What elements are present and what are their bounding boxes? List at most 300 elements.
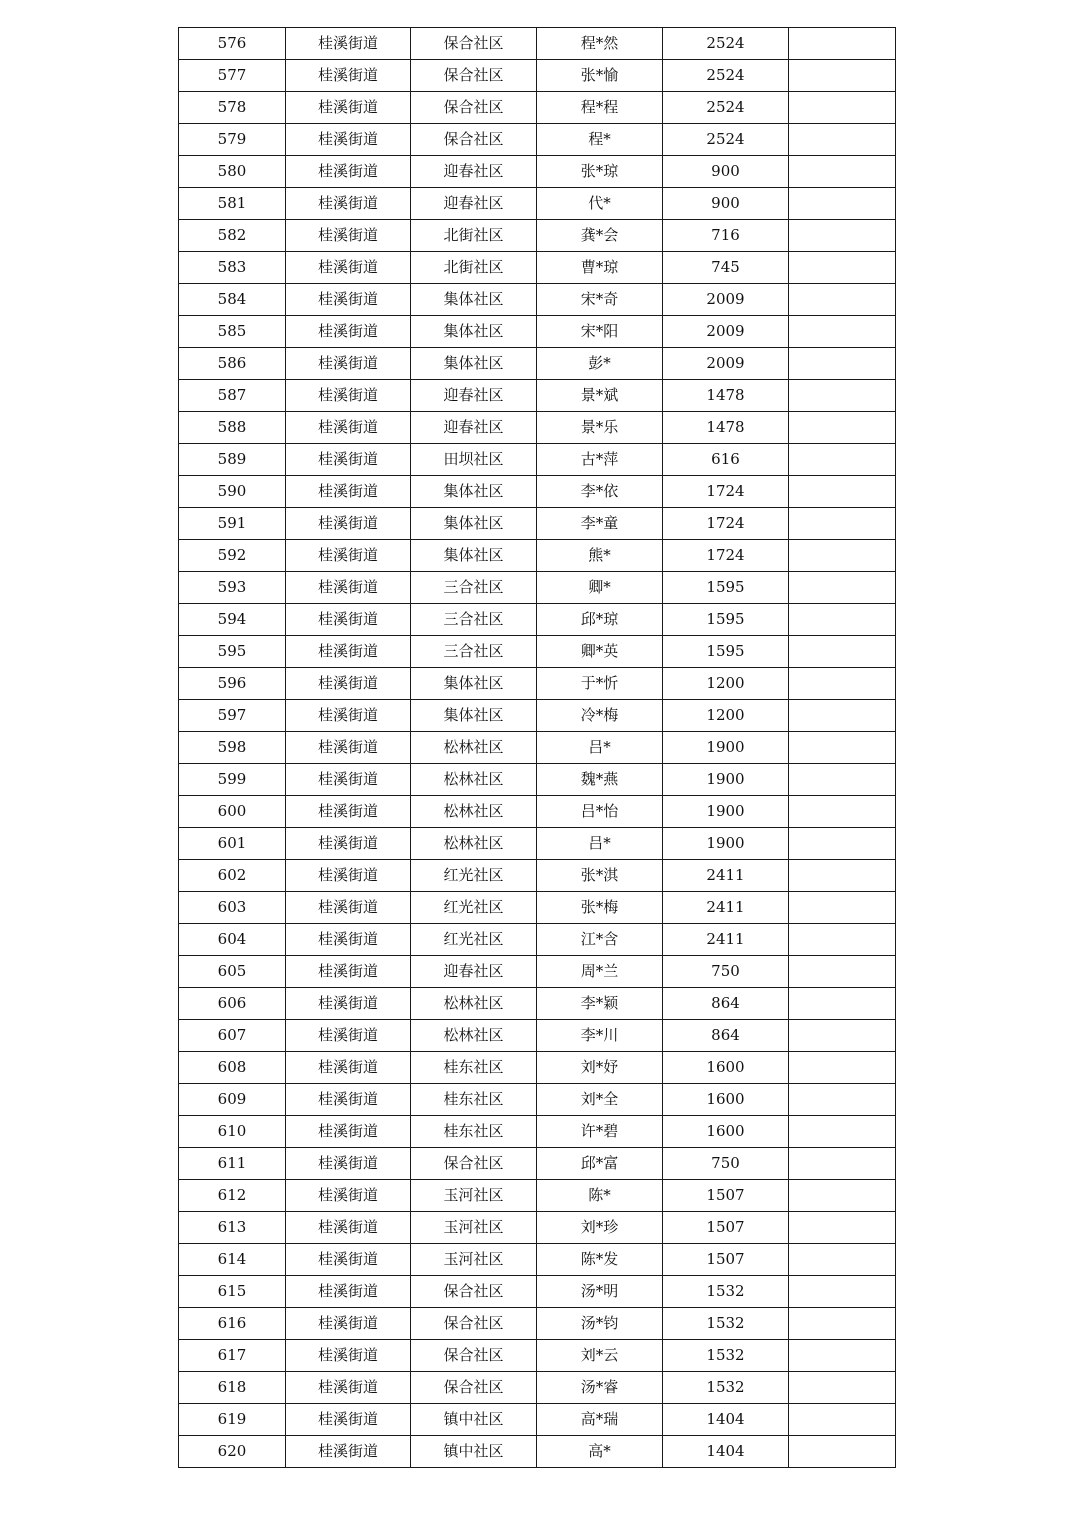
- cell-remark: [789, 1276, 896, 1308]
- table-row: [179, 476, 896, 508]
- cell-community: 保合社区: [411, 1276, 537, 1308]
- table-row: [179, 1212, 896, 1244]
- table-row: [179, 1148, 896, 1180]
- cell-street: 桂溪街道: [286, 412, 411, 444]
- cell-amount: 1532: [663, 1276, 789, 1308]
- cell-community: 北街社区: [411, 220, 537, 252]
- cell-amount: 2524: [663, 28, 789, 60]
- cell-amount: 1404: [663, 1436, 789, 1468]
- cell-amount: 1478: [663, 412, 789, 444]
- cell-person-name: 张*琼: [537, 156, 663, 188]
- cell-serial-number: 613: [179, 1212, 286, 1244]
- cell-person-name: 魏*燕: [537, 764, 663, 796]
- cell-amount: 1900: [663, 828, 789, 860]
- cell-street: 桂溪街道: [286, 1308, 411, 1340]
- cell-remark: [789, 1404, 896, 1436]
- table-body: [179, 28, 896, 1468]
- cell-community: 保合社区: [411, 60, 537, 92]
- cell-remark: [789, 700, 896, 732]
- table-row: [179, 764, 896, 796]
- cell-remark: [789, 284, 896, 316]
- cell-amount: 864: [663, 1020, 789, 1052]
- table-row: [179, 508, 896, 540]
- cell-street: 桂溪街道: [286, 380, 411, 412]
- table-row: [179, 444, 896, 476]
- cell-serial-number: 585: [179, 316, 286, 348]
- cell-amount: 2411: [663, 860, 789, 892]
- cell-amount: 1600: [663, 1084, 789, 1116]
- cell-community: 集体社区: [411, 668, 537, 700]
- cell-community: 镇中社区: [411, 1436, 537, 1468]
- cell-serial-number: 614: [179, 1244, 286, 1276]
- cell-remark: [789, 252, 896, 284]
- table-row: [179, 956, 896, 988]
- cell-street: 桂溪街道: [286, 252, 411, 284]
- cell-remark: [789, 476, 896, 508]
- cell-person-name: 吕*: [537, 828, 663, 860]
- cell-remark: [789, 1084, 896, 1116]
- cell-remark: [789, 1372, 896, 1404]
- cell-community: 迎春社区: [411, 188, 537, 220]
- cell-street: 桂溪街道: [286, 732, 411, 764]
- table-row: [179, 1404, 896, 1436]
- cell-community: 桂东社区: [411, 1084, 537, 1116]
- cell-community: 玉河社区: [411, 1212, 537, 1244]
- cell-street: 桂溪街道: [286, 700, 411, 732]
- cell-serial-number: 617: [179, 1340, 286, 1372]
- cell-serial-number: 610: [179, 1116, 286, 1148]
- cell-street: 桂溪街道: [286, 988, 411, 1020]
- cell-street: 桂溪街道: [286, 92, 411, 124]
- table-row: [179, 668, 896, 700]
- cell-serial-number: 590: [179, 476, 286, 508]
- cell-street: 桂溪街道: [286, 540, 411, 572]
- cell-person-name: 陈*发: [537, 1244, 663, 1276]
- cell-person-name: 卿*英: [537, 636, 663, 668]
- cell-community: 集体社区: [411, 700, 537, 732]
- cell-remark: [789, 1308, 896, 1340]
- cell-amount: 1595: [663, 636, 789, 668]
- cell-street: 桂溪街道: [286, 1180, 411, 1212]
- cell-community: 桂东社区: [411, 1052, 537, 1084]
- cell-remark: [789, 188, 896, 220]
- cell-remark: [789, 764, 896, 796]
- cell-amount: 1200: [663, 668, 789, 700]
- table-row: [179, 796, 896, 828]
- cell-serial-number: 605: [179, 956, 286, 988]
- cell-street: 桂溪街道: [286, 1084, 411, 1116]
- cell-community: 迎春社区: [411, 956, 537, 988]
- cell-remark: [789, 1116, 896, 1148]
- cell-community: 松林社区: [411, 764, 537, 796]
- cell-remark: [789, 220, 896, 252]
- cell-street: 桂溪街道: [286, 60, 411, 92]
- cell-remark: [789, 1340, 896, 1372]
- cell-community: 松林社区: [411, 988, 537, 1020]
- table-row: [179, 92, 896, 124]
- cell-person-name: 李*依: [537, 476, 663, 508]
- cell-street: 桂溪街道: [286, 636, 411, 668]
- cell-street: 桂溪街道: [286, 508, 411, 540]
- cell-community: 三合社区: [411, 572, 537, 604]
- cell-remark: [789, 380, 896, 412]
- cell-amount: 1724: [663, 508, 789, 540]
- table-row: [179, 60, 896, 92]
- cell-community: 保合社区: [411, 28, 537, 60]
- cell-serial-number: 595: [179, 636, 286, 668]
- cell-street: 桂溪街道: [286, 316, 411, 348]
- cell-amount: 1507: [663, 1180, 789, 1212]
- cell-street: 桂溪街道: [286, 348, 411, 380]
- cell-street: 桂溪街道: [286, 1372, 411, 1404]
- cell-community: 松林社区: [411, 732, 537, 764]
- cell-street: 桂溪街道: [286, 1116, 411, 1148]
- cell-amount: 1532: [663, 1372, 789, 1404]
- cell-amount: 716: [663, 220, 789, 252]
- cell-serial-number: 615: [179, 1276, 286, 1308]
- cell-amount: 750: [663, 1148, 789, 1180]
- cell-community: 三合社区: [411, 604, 537, 636]
- cell-remark: [789, 124, 896, 156]
- cell-street: 桂溪街道: [286, 220, 411, 252]
- cell-serial-number: 601: [179, 828, 286, 860]
- cell-street: 桂溪街道: [286, 668, 411, 700]
- cell-serial-number: 600: [179, 796, 286, 828]
- cell-amount: 2524: [663, 60, 789, 92]
- cell-street: 桂溪街道: [286, 476, 411, 508]
- cell-street: 桂溪街道: [286, 444, 411, 476]
- cell-street: 桂溪街道: [286, 188, 411, 220]
- cell-serial-number: 593: [179, 572, 286, 604]
- cell-street: 桂溪街道: [286, 924, 411, 956]
- cell-street: 桂溪街道: [286, 1148, 411, 1180]
- cell-serial-number: 603: [179, 892, 286, 924]
- table-row: [179, 124, 896, 156]
- table-row: [179, 924, 896, 956]
- cell-serial-number: 588: [179, 412, 286, 444]
- cell-serial-number: 591: [179, 508, 286, 540]
- table-row: [179, 1116, 896, 1148]
- table-row: [179, 1308, 896, 1340]
- cell-person-name: 宋*奇: [537, 284, 663, 316]
- table-row: [179, 188, 896, 220]
- cell-street: 桂溪街道: [286, 1052, 411, 1084]
- cell-person-name: 汤*明: [537, 1276, 663, 1308]
- cell-street: 桂溪街道: [286, 572, 411, 604]
- cell-amount: 1200: [663, 700, 789, 732]
- cell-amount: 1532: [663, 1308, 789, 1340]
- cell-serial-number: 580: [179, 156, 286, 188]
- cell-amount: 2009: [663, 348, 789, 380]
- cell-community: 集体社区: [411, 348, 537, 380]
- table-row: [179, 284, 896, 316]
- cell-street: 桂溪街道: [286, 1340, 411, 1372]
- cell-remark: [789, 92, 896, 124]
- table-row: [179, 220, 896, 252]
- cell-remark: [789, 1148, 896, 1180]
- table-row: [179, 1244, 896, 1276]
- table-row: [179, 412, 896, 444]
- cell-person-name: 张*淇: [537, 860, 663, 892]
- table-row: [179, 380, 896, 412]
- cell-community: 保合社区: [411, 1308, 537, 1340]
- cell-serial-number: 602: [179, 860, 286, 892]
- cell-person-name: 李*川: [537, 1020, 663, 1052]
- cell-remark: [789, 668, 896, 700]
- cell-amount: 900: [663, 156, 789, 188]
- cell-remark: [789, 1052, 896, 1084]
- cell-serial-number: 620: [179, 1436, 286, 1468]
- cell-person-name: 刘*云: [537, 1340, 663, 1372]
- cell-person-name: 刘*全: [537, 1084, 663, 1116]
- cell-remark: [789, 924, 896, 956]
- cell-person-name: 曹*琼: [537, 252, 663, 284]
- cell-serial-number: 611: [179, 1148, 286, 1180]
- cell-street: 桂溪街道: [286, 1276, 411, 1308]
- table-row: [179, 316, 896, 348]
- cell-amount: 1595: [663, 572, 789, 604]
- data-table: [178, 27, 896, 1468]
- cell-serial-number: 582: [179, 220, 286, 252]
- cell-amount: 2411: [663, 924, 789, 956]
- cell-street: 桂溪街道: [286, 1020, 411, 1052]
- cell-serial-number: 606: [179, 988, 286, 1020]
- cell-person-name: 冷*梅: [537, 700, 663, 732]
- cell-person-name: 程*: [537, 124, 663, 156]
- table-row: [179, 1020, 896, 1052]
- cell-remark: [789, 348, 896, 380]
- cell-person-name: 邱*富: [537, 1148, 663, 1180]
- cell-person-name: 于*忻: [537, 668, 663, 700]
- cell-community: 集体社区: [411, 316, 537, 348]
- table-row: [179, 636, 896, 668]
- cell-serial-number: 619: [179, 1404, 286, 1436]
- table-row: [179, 28, 896, 60]
- table-row: [179, 732, 896, 764]
- cell-serial-number: 609: [179, 1084, 286, 1116]
- table-row: [179, 860, 896, 892]
- cell-serial-number: 577: [179, 60, 286, 92]
- table-row: [179, 604, 896, 636]
- cell-serial-number: 576: [179, 28, 286, 60]
- cell-person-name: 周*兰: [537, 956, 663, 988]
- table-row: [179, 1084, 896, 1116]
- table-row: [179, 892, 896, 924]
- cell-serial-number: 589: [179, 444, 286, 476]
- cell-serial-number: 579: [179, 124, 286, 156]
- cell-serial-number: 596: [179, 668, 286, 700]
- cell-person-name: 高*瑞: [537, 1404, 663, 1436]
- cell-amount: 1404: [663, 1404, 789, 1436]
- cell-remark: [789, 892, 896, 924]
- cell-serial-number: 592: [179, 540, 286, 572]
- cell-person-name: 张*梅: [537, 892, 663, 924]
- cell-street: 桂溪街道: [286, 604, 411, 636]
- cell-street: 桂溪街道: [286, 156, 411, 188]
- cell-person-name: 吕*怡: [537, 796, 663, 828]
- cell-serial-number: 598: [179, 732, 286, 764]
- cell-community: 迎春社区: [411, 380, 537, 412]
- cell-amount: 1900: [663, 732, 789, 764]
- cell-remark: [789, 988, 896, 1020]
- cell-person-name: 代*: [537, 188, 663, 220]
- cell-community: 松林社区: [411, 1020, 537, 1052]
- table-row: [179, 700, 896, 732]
- table-row: [179, 572, 896, 604]
- cell-serial-number: 581: [179, 188, 286, 220]
- cell-person-name: 李*颖: [537, 988, 663, 1020]
- cell-person-name: 高*: [537, 1436, 663, 1468]
- table-row: [179, 540, 896, 572]
- cell-amount: 2524: [663, 124, 789, 156]
- cell-community: 保合社区: [411, 1340, 537, 1372]
- cell-community: 松林社区: [411, 828, 537, 860]
- cell-community: 集体社区: [411, 540, 537, 572]
- cell-remark: [789, 828, 896, 860]
- cell-person-name: 卿*: [537, 572, 663, 604]
- cell-serial-number: 584: [179, 284, 286, 316]
- cell-serial-number: 616: [179, 1308, 286, 1340]
- cell-amount: 2411: [663, 892, 789, 924]
- cell-amount: 1532: [663, 1340, 789, 1372]
- cell-street: 桂溪街道: [286, 28, 411, 60]
- cell-street: 桂溪街道: [286, 892, 411, 924]
- cell-street: 桂溪街道: [286, 284, 411, 316]
- cell-serial-number: 599: [179, 764, 286, 796]
- cell-community: 田坝社区: [411, 444, 537, 476]
- cell-person-name: 程*程: [537, 92, 663, 124]
- table-row: [179, 1052, 896, 1084]
- cell-remark: [789, 1436, 896, 1468]
- cell-remark: [789, 444, 896, 476]
- cell-person-name: 汤*睿: [537, 1372, 663, 1404]
- cell-street: 桂溪街道: [286, 956, 411, 988]
- cell-community: 保合社区: [411, 1372, 537, 1404]
- cell-remark: [789, 732, 896, 764]
- cell-community: 镇中社区: [411, 1404, 537, 1436]
- cell-remark: [789, 572, 896, 604]
- cell-amount: 2009: [663, 316, 789, 348]
- cell-person-name: 许*碧: [537, 1116, 663, 1148]
- cell-remark: [789, 60, 896, 92]
- cell-serial-number: 608: [179, 1052, 286, 1084]
- cell-serial-number: 587: [179, 380, 286, 412]
- table-row: [179, 828, 896, 860]
- cell-community: 玉河社区: [411, 1180, 537, 1212]
- cell-community: 松林社区: [411, 796, 537, 828]
- cell-amount: 1507: [663, 1212, 789, 1244]
- cell-community: 迎春社区: [411, 412, 537, 444]
- cell-amount: 2009: [663, 284, 789, 316]
- cell-amount: 1724: [663, 476, 789, 508]
- cell-remark: [789, 1020, 896, 1052]
- cell-street: 桂溪街道: [286, 1244, 411, 1276]
- cell-amount: 2524: [663, 92, 789, 124]
- cell-remark: [789, 28, 896, 60]
- cell-person-name: 刘*珍: [537, 1212, 663, 1244]
- cell-serial-number: 604: [179, 924, 286, 956]
- cell-amount: 1600: [663, 1116, 789, 1148]
- cell-street: 桂溪街道: [286, 828, 411, 860]
- cell-amount: 745: [663, 252, 789, 284]
- cell-amount: 864: [663, 988, 789, 1020]
- cell-person-name: 李*童: [537, 508, 663, 540]
- cell-remark: [789, 860, 896, 892]
- cell-person-name: 彭*: [537, 348, 663, 380]
- cell-remark: [789, 412, 896, 444]
- cell-community: 保合社区: [411, 124, 537, 156]
- cell-remark: [789, 156, 896, 188]
- cell-serial-number: 594: [179, 604, 286, 636]
- table-row: [179, 1340, 896, 1372]
- cell-remark: [789, 540, 896, 572]
- cell-serial-number: 607: [179, 1020, 286, 1052]
- cell-serial-number: 578: [179, 92, 286, 124]
- cell-amount: 750: [663, 956, 789, 988]
- cell-person-name: 程*然: [537, 28, 663, 60]
- table-row: [179, 252, 896, 284]
- table-row: [179, 1276, 896, 1308]
- cell-amount: 1600: [663, 1052, 789, 1084]
- cell-amount: 1595: [663, 604, 789, 636]
- cell-remark: [789, 316, 896, 348]
- cell-amount: 1478: [663, 380, 789, 412]
- cell-community: 三合社区: [411, 636, 537, 668]
- cell-remark: [789, 956, 896, 988]
- cell-community: 集体社区: [411, 284, 537, 316]
- cell-street: 桂溪街道: [286, 124, 411, 156]
- cell-amount: 1507: [663, 1244, 789, 1276]
- cell-community: 玉河社区: [411, 1244, 537, 1276]
- cell-street: 桂溪街道: [286, 860, 411, 892]
- cell-street: 桂溪街道: [286, 1436, 411, 1468]
- cell-person-name: 汤*钧: [537, 1308, 663, 1340]
- cell-amount: 1724: [663, 540, 789, 572]
- cell-amount: 1900: [663, 764, 789, 796]
- cell-community: 北街社区: [411, 252, 537, 284]
- cell-community: 集体社区: [411, 508, 537, 540]
- cell-person-name: 龚*会: [537, 220, 663, 252]
- cell-serial-number: 618: [179, 1372, 286, 1404]
- cell-remark: [789, 796, 896, 828]
- cell-community: 集体社区: [411, 476, 537, 508]
- cell-person-name: 江*含: [537, 924, 663, 956]
- cell-remark: [789, 1244, 896, 1276]
- cell-person-name: 刘*妤: [537, 1052, 663, 1084]
- cell-community: 保合社区: [411, 1148, 537, 1180]
- cell-community: 红光社区: [411, 860, 537, 892]
- cell-remark: [789, 1180, 896, 1212]
- cell-person-name: 宋*阳: [537, 316, 663, 348]
- cell-person-name: 邱*琼: [537, 604, 663, 636]
- cell-amount: 616: [663, 444, 789, 476]
- table-row: [179, 156, 896, 188]
- cell-community: 红光社区: [411, 924, 537, 956]
- cell-person-name: 熊*: [537, 540, 663, 572]
- cell-remark: [789, 604, 896, 636]
- cell-person-name: 陈*: [537, 1180, 663, 1212]
- table-row: [179, 1372, 896, 1404]
- cell-person-name: 景*乐: [537, 412, 663, 444]
- cell-serial-number: 597: [179, 700, 286, 732]
- cell-serial-number: 583: [179, 252, 286, 284]
- cell-remark: [789, 636, 896, 668]
- cell-street: 桂溪街道: [286, 796, 411, 828]
- cell-street: 桂溪街道: [286, 764, 411, 796]
- cell-serial-number: 586: [179, 348, 286, 380]
- cell-amount: 900: [663, 188, 789, 220]
- cell-community: 迎春社区: [411, 156, 537, 188]
